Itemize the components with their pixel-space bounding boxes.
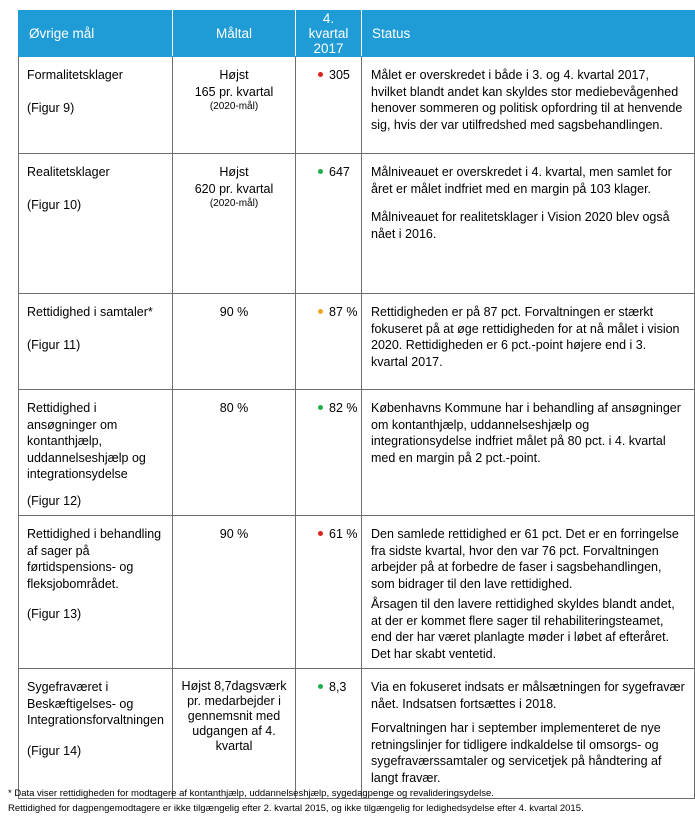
header-quarter bbox=[296, 11, 362, 57]
goal-cell bbox=[19, 154, 173, 294]
goal-cell bbox=[19, 669, 173, 799]
goal-name: Rettidighed i samtaler* bbox=[27, 305, 153, 319]
status-text-2: Forvaltningen har i september implementeret de nye retningslinjer for tidligere indkaldelse til omsorgs- og sygefraværssamtaler og servicetjek på håndtering af langt fravær. bbox=[371, 721, 662, 785]
goal-name: Rettidighed i ansøgninger om kontanthjælp, uddannelseshjælp og integrationsydelse bbox=[27, 401, 146, 481]
goal-name: Formalitetsklager bbox=[27, 68, 123, 82]
goal-cell bbox=[19, 390, 173, 516]
page-top-strip bbox=[0, 0, 695, 10]
value-cell bbox=[296, 390, 362, 516]
quarter-value: 647 bbox=[329, 165, 350, 179]
status-cell bbox=[362, 516, 695, 669]
footnote-1: * Data viser rettidigheden for modtagere af kontanthjælp, uddannelseshjælp, sygedagpenge og revalideringsydelse. bbox=[8, 788, 494, 799]
figure-ref: (Figur 13) bbox=[27, 607, 82, 621]
status-text: Rettidigheden er på 87 pct. Forvaltningen er stærkt fokuseret på at øge rettidigheden for at nå målet i vision 2020. Rettidigheden er 6 pct.-point højere end i 3. kvartal 2017. bbox=[371, 305, 680, 369]
target-line1: Højst 8,7dagsværk pr. medarbejder i gennemsnit med udgangen af 4. kvartal bbox=[181, 679, 287, 753]
status-dot-icon bbox=[318, 405, 323, 410]
header-goal: Øvrige mål bbox=[19, 11, 173, 57]
status-dot-icon bbox=[318, 169, 323, 174]
status-cell bbox=[362, 294, 695, 390]
status-text: Den samlede rettidighed er 61 pct. Det er en forringelse fra sidste kvartal, hvor den var 76 pct. Forvaltningen arbejder på at forbedre de faser i sagsbehandlingen, som bidrager til den lave rettidighed. bbox=[371, 527, 679, 591]
table-row bbox=[19, 516, 695, 669]
status-cell bbox=[362, 57, 695, 154]
quarter-value: 8,3 bbox=[329, 680, 347, 694]
figure-ref: (Figur 12) bbox=[27, 493, 82, 508]
value-cell bbox=[296, 154, 362, 294]
header-quarter-line1: 4. kvartal bbox=[308, 11, 349, 41]
status-text: Via en fokuseret indsats er målsætningen for sygefravær nået. Indsatsen fortsættes i 2018. bbox=[371, 680, 685, 711]
quarter-value: 61 % bbox=[329, 527, 358, 541]
quarter-value: 305 bbox=[329, 68, 350, 82]
status-text: Københavns Kommune har i behandling af ansøgninger om kontanthjælp, uddannelseshjælp og integrationsydelse indfriet målet på 80 pct. i 4. kvartal med en margin på 2 pct.-point. bbox=[371, 401, 681, 465]
figure-ref: (Figur 14) bbox=[27, 743, 82, 758]
table-header-row bbox=[19, 11, 695, 57]
goals-table bbox=[18, 10, 695, 799]
target-cell bbox=[173, 294, 296, 390]
target-cell bbox=[173, 390, 296, 516]
goal-cell bbox=[19, 294, 173, 390]
quarter-value: 87 % bbox=[329, 305, 358, 319]
target-line1: 90 % bbox=[219, 527, 249, 541]
target-cell bbox=[173, 669, 296, 799]
goal-name: Rettidighed i behandling af sager på førtidspensions- og fleksjobområdet. bbox=[27, 527, 162, 591]
target-line2: 165 pr. kvartal bbox=[194, 84, 274, 99]
goal-name: Sygefraværet i Beskæftigelses- og Integrationsforvaltningen bbox=[27, 680, 164, 727]
status-dot-icon bbox=[318, 684, 323, 689]
figure-ref: (Figur 9) bbox=[27, 100, 75, 115]
value-cell bbox=[296, 294, 362, 390]
header-quarter-line2: 2017 bbox=[313, 41, 344, 56]
target-note: (2020-mål) bbox=[209, 198, 259, 209]
goal-cell bbox=[19, 516, 173, 669]
value-cell bbox=[296, 57, 362, 154]
status-dot-icon bbox=[318, 72, 323, 77]
target-cell bbox=[173, 516, 296, 669]
status-text: Målet er overskredet i både i 3. og 4. kvartal 2017, hvilket blandt andet kan skyldes stor mediebevågenhed henover sommeren og politisk opfordring til at henvende sig, hvis der var utilfredshed med sagsbehandlingen. bbox=[371, 68, 683, 132]
target-line1: 80 % bbox=[219, 401, 249, 415]
status-text: Målniveauet er overskredet i 4. kvartal, men samlet for året er målet indfriet med en margin på 103 klager. bbox=[371, 165, 672, 196]
header-target: Måltal bbox=[173, 11, 296, 57]
table-row bbox=[19, 294, 695, 390]
footnote-2: Rettidighed for dagpengemodtagere er ikke tilgængelig efter 2. kvartal 2015, og ikke tilgængelig for ledighedsydelse efter 4. kvartal 2015. bbox=[8, 803, 584, 814]
target-line1: 90 % bbox=[219, 305, 249, 319]
value-cell bbox=[296, 669, 362, 799]
target-line1: Højst bbox=[219, 68, 249, 82]
status-dot-icon bbox=[318, 309, 323, 314]
value-cell bbox=[296, 516, 362, 669]
status-cell bbox=[362, 154, 695, 294]
goal-name: Realitetsklager bbox=[27, 165, 110, 179]
status-text-2: Målniveauet for realitetsklager i Vision 2020 blev også nået i 2016. bbox=[371, 210, 670, 241]
status-cell bbox=[362, 390, 695, 516]
quarter-value: 82 % bbox=[329, 401, 358, 415]
figure-ref: (Figur 11) bbox=[27, 337, 81, 352]
target-note: (2020-mål) bbox=[209, 101, 259, 112]
figure-ref: (Figur 10) bbox=[27, 197, 82, 212]
target-cell bbox=[173, 57, 296, 154]
goal-cell bbox=[19, 57, 173, 154]
table-row bbox=[19, 390, 695, 516]
target-line1: Højst bbox=[219, 165, 249, 179]
table-row bbox=[19, 154, 695, 294]
table-row bbox=[19, 57, 695, 154]
status-dot-icon bbox=[318, 531, 323, 536]
status-text-2: Årsagen til den lavere rettidighed skyldes blandt andet, at der er kommet flere sager til rehabiliteringsteamet, end der har været planlagte møder i løbet af efteråret. Det har skabt ventetid. bbox=[371, 597, 675, 661]
target-line2: 620 pr. kvartal bbox=[194, 181, 274, 196]
header-status: Status bbox=[362, 11, 695, 57]
target-cell bbox=[173, 154, 296, 294]
table-row bbox=[19, 669, 695, 799]
status-cell bbox=[362, 669, 695, 799]
